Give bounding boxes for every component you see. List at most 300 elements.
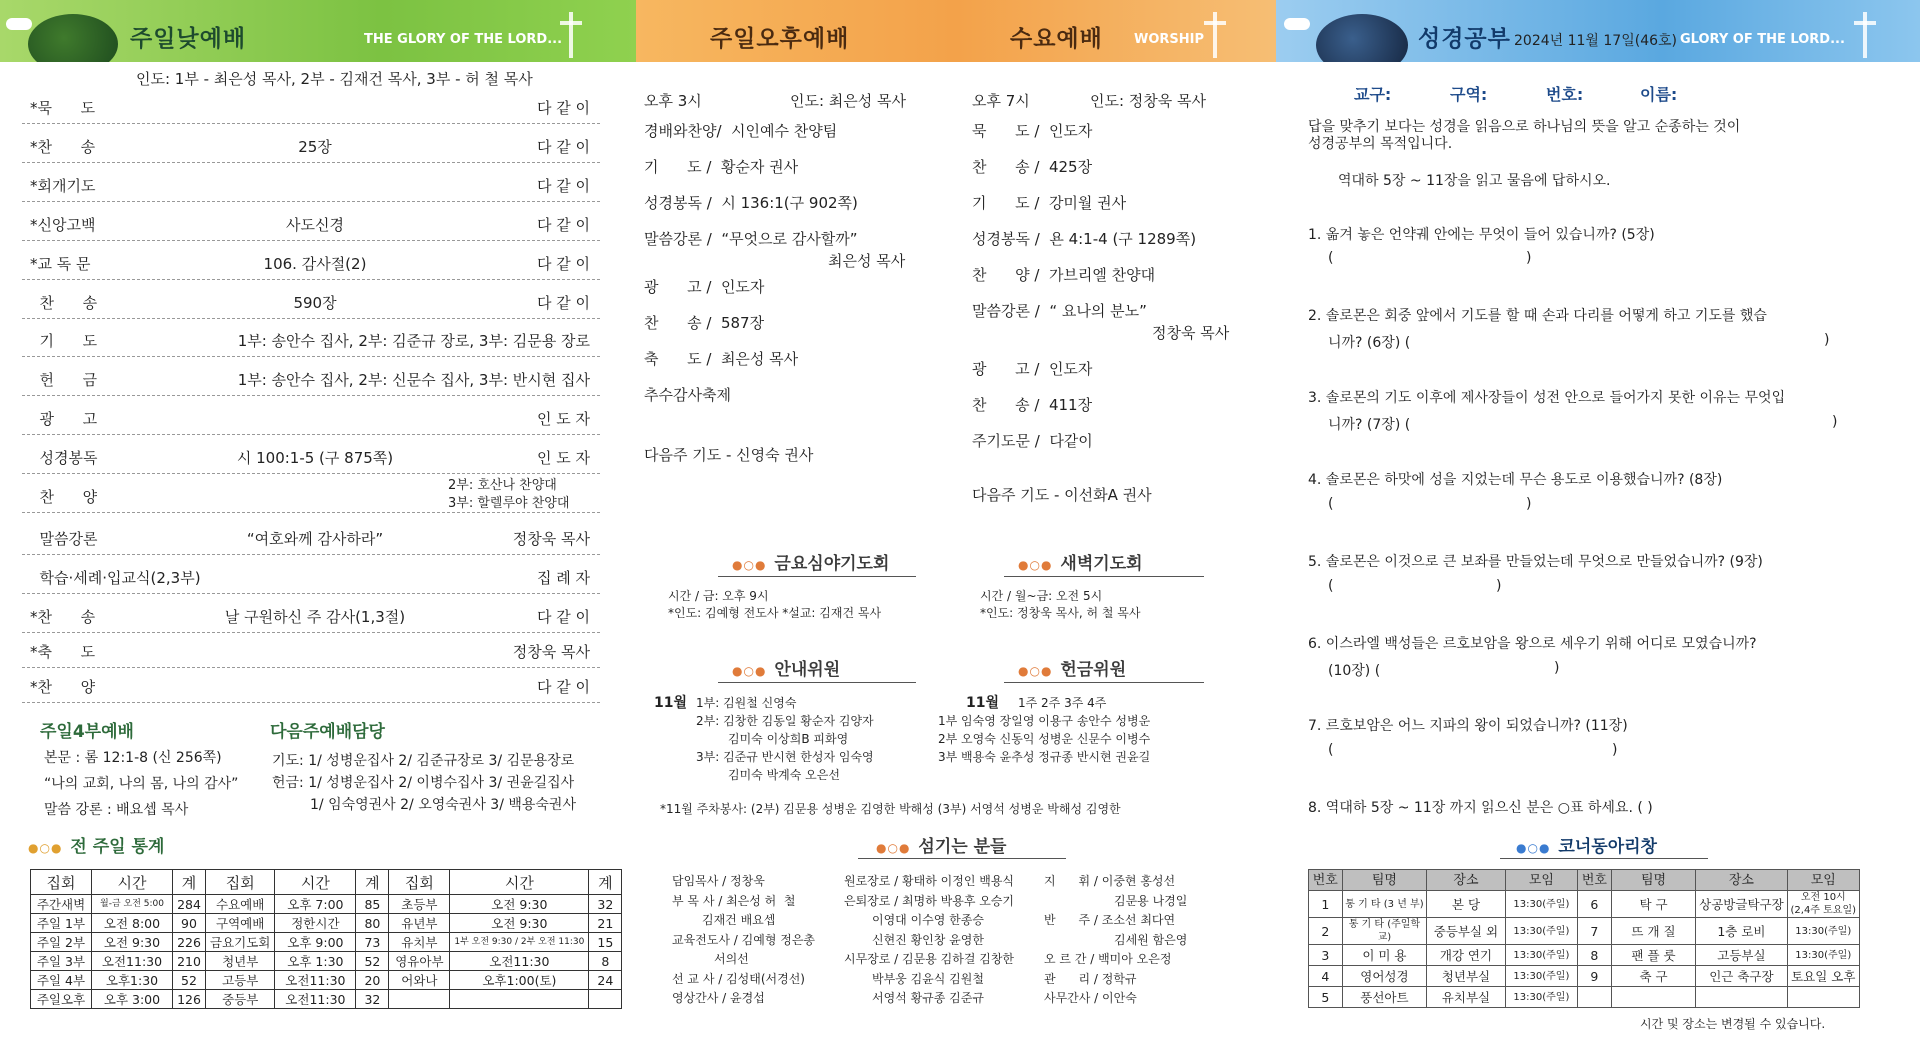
stats-cell: 오전 9:30: [450, 895, 589, 914]
stats-header-cell: 집회: [389, 870, 450, 895]
stats-cell: 오후1:30: [92, 971, 173, 990]
order-label: 학습·세례·입교식(2,3부): [30, 569, 201, 587]
stats-row: [31, 952, 622, 971]
club-cell: 상공방글탁구장: [1696, 891, 1787, 918]
answer-7-open: (: [1328, 742, 1334, 758]
wednesday-line: 성경봉독 / 욘 4:1-4 (구 1289쪽): [972, 230, 1197, 248]
stats-cell: 주일 2부: [31, 933, 92, 952]
stats-cell: 1부 오전 9:30 / 2부 오전 11:30: [450, 933, 589, 952]
order-content: 시 100:1-5 (구 875쪽): [236, 449, 394, 467]
order-assignee: 인 도 자: [536, 410, 590, 428]
club-header-cell: 장소: [1427, 870, 1505, 891]
dotted-divider: [22, 240, 600, 241]
order-label: *묵 도: [30, 99, 96, 117]
stats-cell: 73: [356, 933, 389, 952]
order-content: “여호와께 감사하라”: [246, 530, 384, 548]
next-week-offer-2: 1/ 임숙영권사 2/ 오영숙권사 3/ 백용숙권사: [310, 797, 576, 813]
dawn-title: 새벽기도회: [1060, 554, 1143, 574]
answer-5-open: (: [1328, 578, 1334, 594]
fourth-service-title: 주일4부예배: [40, 722, 134, 742]
stats-cell: 영유아부: [389, 952, 450, 971]
stats-cell: 청년부: [206, 952, 275, 971]
order-label: 찬 양: [30, 488, 98, 506]
cross-icon: [1204, 12, 1226, 58]
sunday-leaders: 인도: 1부 - 최은성 목사, 2부 - 김재건 목사, 3부 - 허 철 목사: [136, 70, 533, 88]
dots-icon: ●○●: [1516, 841, 1551, 855]
parking-service: *11월 주차봉사: (2부) 김문용 성병운 김영한 박해성 (3부) 서영석 성병운 박해성 김영한: [660, 802, 1121, 816]
ushers-underline: [718, 682, 916, 683]
club-cell: 토요일 오후: [1787, 966, 1859, 987]
club-cell: 8: [1578, 945, 1612, 966]
dotted-divider: [22, 201, 600, 202]
club-header-cell: 모임: [1787, 870, 1859, 891]
header-slogan: THE GLORY OF THE LORD...: [364, 32, 563, 47]
servant-entry: 원로장로 / 황태하 이정인 백용식: [844, 874, 1014, 888]
stats-header-row: [31, 870, 622, 895]
servant-entry: 신현진 황인창 윤영한: [872, 932, 984, 947]
servant-entry: 부 목 사 / 최은성 허 철: [672, 893, 796, 908]
club-cell: 풍선아트: [1342, 987, 1427, 1008]
club-cell: 통 기 타 (3 년 부): [1342, 891, 1427, 918]
afternoon-line: 찬 송 / 587장: [644, 314, 765, 332]
club-row: [1309, 945, 1860, 966]
ushers-5: 김미숙 박계숙 오은선: [728, 768, 840, 782]
order-label: 성경봉독: [30, 449, 98, 467]
ushers-1: 1부: 김원철 신영숙: [696, 696, 797, 710]
order-label: 말씀강론: [30, 530, 98, 548]
header-slogan-right: GLORY OF THE LORD...: [1680, 32, 1845, 47]
stats-cell: 금요기도회: [206, 933, 275, 952]
answer-7-close: ): [1612, 742, 1618, 758]
club-cell: 탁 구: [1611, 891, 1696, 918]
stats-row: [31, 990, 622, 1009]
stats-cell: 오전11:30: [275, 990, 356, 1009]
ushers-month: 11월: [654, 695, 688, 711]
club-cell: 13:30(주일): [1505, 918, 1577, 945]
order-assignee: 정창욱 목사: [512, 643, 590, 661]
stats-cell: 구역예배: [206, 914, 275, 933]
stats-cell: 21: [589, 914, 622, 933]
header-left: [0, 0, 636, 62]
stats-cell: 오전11:30: [450, 952, 589, 971]
afternoon-line: 성경봉독 / 시 136:1(구 902쪽): [644, 194, 858, 212]
stats-cell: 주일 3부: [31, 952, 92, 971]
fourth-service-speaker: 말씀 강론 : 배요셉 목사: [44, 802, 189, 818]
servants-title: 섬기는 분들: [918, 837, 1007, 857]
club-cell: 통 기 타 (주일학교): [1342, 918, 1427, 945]
wednesday-line: 찬 송 / 411장: [972, 396, 1093, 414]
order-assignee: 다 같 이: [536, 294, 590, 312]
club-cell: 13:30(주일): [1505, 891, 1577, 918]
friday-underline: [718, 576, 916, 577]
order-label: *회개기도: [30, 177, 96, 195]
dawn-time: 시간 / 월~금: 오전 5시: [980, 589, 1103, 603]
answer-6-close: ): [1554, 660, 1560, 676]
stats-cell: 32: [356, 990, 389, 1009]
order-label: 광 고: [30, 410, 98, 428]
wednesday-leader: 인도: 정창욱 목사: [1090, 92, 1207, 110]
stats-cell: 오후 3:00: [92, 990, 173, 1009]
study-date: 2024년 11월 17일(46호): [1514, 33, 1677, 49]
order-content: 590장: [293, 294, 337, 312]
dotted-divider: [22, 318, 600, 319]
stats-cell: 52: [173, 971, 206, 990]
stats-row: [31, 971, 622, 990]
club-cell: 6: [1578, 891, 1612, 918]
servant-entry: 오 르 간 / 백미아 오은정: [1044, 952, 1172, 966]
question-2: 2. 솔로몬은 회중 앞에서 기도를 할 때 손과 다리를 어떻게 하고 기도를 했습: [1308, 308, 1767, 324]
ushers-3: 김미숙 이상희B 피화영: [728, 732, 849, 746]
servant-entry: 사무간사 / 이안숙: [1044, 991, 1137, 1005]
club-cell: 1: [1309, 891, 1343, 918]
answer-2-close: ): [1824, 332, 1830, 348]
stats-cell: 20: [356, 971, 389, 990]
club-cell: [1696, 987, 1787, 1008]
leaf-icon: [28, 14, 118, 62]
stats-cell: 284: [173, 895, 206, 914]
sunday-title: 주일낮예배: [130, 26, 247, 52]
dotted-divider: [22, 279, 600, 280]
club-note: 시간 및 장소는 변경될 수 있습니다.: [1640, 1017, 1826, 1031]
stats-cell: 주일 1부: [31, 914, 92, 933]
question-5: 5. 솔로몬은 이것으로 큰 보좌를 만들었는데 무엇으로 만들었습니까? (9장): [1308, 554, 1763, 570]
answer-4-open: (: [1328, 496, 1334, 512]
offering-title-row: [1018, 655, 1126, 680]
order-label: 헌 금: [30, 371, 98, 389]
club-header-row: [1309, 870, 1860, 891]
stats-cell: 80: [356, 914, 389, 933]
stats-cell: 오전 8:00: [92, 914, 173, 933]
servant-entry: 지 휘 / 이중현 홍성선: [1044, 874, 1176, 888]
stats-cell: 오후1:00(토): [450, 971, 589, 990]
club-header-cell: 장소: [1696, 870, 1787, 891]
cross-icon: [560, 12, 582, 58]
servant-entry: 영상간사 / 윤경섭: [672, 991, 765, 1005]
stats-header-cell: 시간: [450, 870, 589, 895]
club-cell: 중등부실 외: [1427, 918, 1505, 945]
dawn-leaders: *인도: 정창욱 목사, 허 철 목사: [980, 606, 1141, 620]
order-assignee: 다 같 이: [536, 177, 590, 195]
stats-table: [30, 869, 622, 1009]
stats-cell: 수요예배: [206, 895, 275, 914]
fourth-service-theme: “나의 교회, 나의 몸, 나의 감사”: [44, 776, 239, 792]
club-cell: 팬 플 룻: [1611, 945, 1696, 966]
afternoon-title: 주일오후예배: [710, 26, 850, 52]
stats-header-cell: 계: [173, 870, 206, 895]
stats-cell: [389, 990, 450, 1009]
stats-cell: 주일오후: [31, 990, 92, 1009]
club-cell: 13:30(주일): [1787, 918, 1859, 945]
servant-entry: 박부웅 김윤식 김원철: [872, 971, 984, 986]
order-label: 찬 송: [30, 294, 98, 312]
ushers-title: 안내위원: [774, 660, 841, 680]
dawn-underline: [1004, 576, 1204, 577]
stats-cell: 오전 9:30: [92, 933, 173, 952]
dots-icon: ●○●: [28, 841, 63, 855]
club-cell: 5: [1309, 987, 1343, 1008]
order-label: *찬 양: [30, 678, 96, 696]
stats-cell: 126: [173, 990, 206, 1009]
study-intro-2: 성경공부의 목적입니다.: [1308, 136, 1453, 152]
offering-weeks: 1주 2주 3주 4주: [1018, 696, 1107, 710]
club-cell: 뜨 개 질: [1611, 918, 1696, 945]
afternoon-line: 최은성 목사: [828, 252, 906, 270]
club-cell: 청년부실: [1427, 966, 1505, 987]
question-7: 7. 르호보암은 어느 지파의 왕이 되었습니까? (11장): [1308, 718, 1628, 734]
wednesday-line: 찬 양 / 가브리엘 찬양대: [972, 266, 1156, 284]
club-cell: 7: [1578, 918, 1612, 945]
club-cell: 오전 10시 (2,4주 토요일): [1787, 891, 1859, 918]
dotted-divider: [22, 512, 600, 513]
dotted-divider: [22, 702, 600, 703]
stats-cell: 85: [356, 895, 389, 914]
study-intro-1: 답을 맞추기 보다는 성경을 읽음으로 하나님의 뜻을 알고 순종하는 것이: [1308, 119, 1741, 135]
header-middle: [636, 0, 1276, 62]
offering-title: 헌금위원: [1060, 660, 1127, 680]
wednesday-line: 말씀강론 / “ 요나의 분노”: [972, 302, 1147, 320]
stats-cell: 오전 9:30: [450, 914, 589, 933]
stats-cell: 중등부: [206, 990, 275, 1009]
order-assignee: 다 같 이: [536, 608, 590, 626]
club-table: [1308, 869, 1860, 1008]
afternoon-line: 광 고 / 인도자: [644, 278, 765, 296]
stats-cell: 유치부: [389, 933, 450, 952]
wednesday-line: 기 도 / 강미월 권사: [972, 194, 1127, 212]
dotted-divider: [22, 667, 600, 668]
servant-entry: 서영석 황규종 김준규: [872, 991, 984, 1005]
afternoon-line: 기 도 / 황순자 권사: [644, 158, 799, 176]
order-label: *교 독 문: [30, 255, 91, 273]
stats-cell: 고등부: [206, 971, 275, 990]
stats-header-cell: 집회: [31, 870, 92, 895]
stats-cell: 정한시간: [275, 914, 356, 933]
offering-1: 1부 임숙영 장일영 이용구 송안수 성병운: [938, 714, 1151, 728]
club-header-cell: 팀명: [1611, 870, 1696, 891]
stats-title-row: [28, 832, 164, 857]
club-cell: 13:30(주일): [1505, 945, 1577, 966]
stats-cell: 226: [173, 933, 206, 952]
club-row: [1309, 891, 1860, 918]
club-header-cell: 팀명: [1342, 870, 1427, 891]
stats-cell: 주간새벽: [31, 895, 92, 914]
afternoon-line: 축 도 / 최은성 목사: [644, 350, 799, 368]
club-cell: 영어성경: [1342, 966, 1427, 987]
club-cell: 2: [1309, 918, 1343, 945]
servant-entry: 선 교 사 / 김성태(서경선): [672, 971, 805, 986]
next-week-title: 다음주예배담당: [270, 722, 385, 742]
club-cell: 유치부실: [1427, 987, 1505, 1008]
stats-cell: 오전11:30: [275, 971, 356, 990]
order-assignee: 1부: 송안수 집사, 2부: 신문수 집사, 3부: 반시현 집사: [237, 371, 590, 389]
question-3-cont: 니까? (7장) (: [1328, 417, 1411, 433]
stats-cell: 오후 1:30: [275, 952, 356, 971]
club-header-cell: 번호: [1578, 870, 1612, 891]
cloud-icon: [1284, 18, 1310, 30]
club-cell: 개강 연기: [1427, 945, 1505, 966]
friday-time: 시간 / 금: 오후 9시: [668, 589, 769, 603]
offering-underline: [1004, 682, 1204, 683]
globe-icon: [1316, 14, 1408, 62]
friday-title-row: [732, 549, 889, 574]
wednesday-time: 오후 7시: [972, 92, 1030, 110]
answer-5-close: ): [1496, 578, 1502, 594]
club-cell: 13:30(주일): [1505, 987, 1577, 1008]
dots-icon: ●○●: [876, 841, 911, 855]
answer-4-close: ): [1526, 496, 1532, 512]
club-row: [1309, 987, 1860, 1008]
servants-underline: [858, 858, 1066, 859]
order-assignee: 다 같 이: [536, 138, 590, 156]
club-cell: 13:30(주일): [1505, 966, 1577, 987]
dotted-divider: [22, 123, 600, 124]
stats-cell: 오후 9:00: [275, 933, 356, 952]
praise-choir-2: 2부: 호산나 찬양대: [448, 478, 557, 493]
answer-3-close: ): [1832, 414, 1838, 430]
club-cell: 인근 축구장: [1696, 966, 1787, 987]
wednesday-line: 광 고 / 인도자: [972, 360, 1093, 378]
ushers-4: 3부: 김준규 반시현 한성자 임숙영: [696, 750, 874, 764]
cloud-icon: [6, 18, 32, 30]
servant-entry: 담임목사 / 정창욱: [672, 874, 765, 888]
study-instruction: 역대하 5장 ~ 11장을 읽고 물음에 답하시오.: [1338, 173, 1611, 189]
study-field-label: 이름:: [1640, 85, 1678, 104]
order-content: 106. 감사절(2): [263, 255, 367, 273]
club-row: [1309, 918, 1860, 945]
header-right: [1276, 0, 1920, 62]
stats-row: [31, 914, 622, 933]
stats-cell: 90: [173, 914, 206, 933]
dawn-title-row: [1018, 549, 1143, 574]
club-cell: 본 당: [1427, 891, 1505, 918]
order-label: *축 도: [30, 643, 96, 661]
dotted-divider: [22, 434, 600, 435]
fourth-service-text: 본문 : 롬 12:1-8 (신 256쪽): [44, 750, 222, 766]
stats-header-cell: 집회: [206, 870, 275, 895]
study-field-label: 구역:: [1450, 85, 1488, 104]
stats-cell: 24: [589, 971, 622, 990]
order-content: 날 구원하신 주 감사(1,3절): [224, 608, 406, 626]
order-label: *찬 송: [30, 608, 96, 626]
stats-cell: 32: [589, 895, 622, 914]
friday-title: 금요심야기도회: [774, 554, 890, 574]
friday-leaders: *인도: 김예형 전도사 *설교: 김재건 목사: [668, 606, 882, 620]
offering-2: 2부 오영숙 신동익 성병운 신문수 이병수: [938, 732, 1151, 746]
stats-row: [31, 895, 622, 914]
stats-cell: 오후 7:00: [275, 895, 356, 914]
club-header-cell: 번호: [1309, 870, 1343, 891]
club-cell: 고등부실: [1696, 945, 1787, 966]
order-assignee: 다 같 이: [536, 255, 590, 273]
wednesday-line: 묵 도 / 인도자: [972, 122, 1093, 140]
afternoon-next-pray: 다음주 기도 - 신영숙 권사: [644, 446, 814, 464]
stats-cell: 8: [589, 952, 622, 971]
question-6-cont: (10장) (: [1328, 663, 1381, 679]
wednesday-title: 수요예배: [1010, 26, 1103, 52]
wednesday-line: 주기도문 / 다같이: [972, 432, 1093, 450]
wednesday-next-pray: 다음주 기도 - 이선화A 권사: [972, 486, 1152, 504]
dotted-divider: [22, 632, 600, 633]
wednesday-line: 찬 송 / 425장: [972, 158, 1093, 176]
next-week-pray: 기도: 1/ 성병운집사 2/ 김준규장로 3/ 김문용장로: [272, 753, 575, 769]
wednesday-line: 정창욱 목사: [1152, 324, 1230, 342]
servant-entry: 이영대 이수영 한종승: [872, 913, 984, 927]
servant-entry: 김재건 배요셉: [702, 913, 776, 927]
stats-cell: 주일 4부: [31, 971, 92, 990]
question-4: 4. 솔로몬은 하맛에 성을 지었는데 무슨 용도로 이용했습니까? (8장): [1308, 472, 1723, 488]
servants-title-row: [876, 832, 1006, 857]
dots-icon: ●○●: [732, 558, 767, 572]
stats-cell: 초등부: [389, 895, 450, 914]
study-title: 성경공부: [1418, 26, 1511, 52]
club-underline: [1500, 858, 1708, 859]
servant-entry: 김문용 나경일: [1114, 893, 1188, 908]
stats-header-cell: 시간: [275, 870, 356, 895]
order-assignee: 집 례 자: [536, 569, 590, 587]
offering-month: 11월: [966, 695, 1000, 711]
servant-entry: 관 리 / 정학규: [1044, 971, 1137, 986]
club-cell: 9: [1578, 966, 1612, 987]
order-assignee: 정창욱 목사: [512, 530, 590, 548]
club-header-cell: 모임: [1505, 870, 1577, 891]
answer-1-open: (: [1328, 250, 1334, 266]
cross-icon: [1854, 12, 1876, 58]
stats-row: [31, 933, 622, 952]
servant-entry: 서의선: [714, 952, 749, 966]
club-cell: 3: [1309, 945, 1343, 966]
dotted-divider: [22, 554, 600, 555]
servant-entry: 시무장로 / 김문용 김하걸 김창한: [844, 952, 1014, 966]
answer-1-close: ): [1526, 250, 1532, 266]
study-field-label: 교구:: [1354, 85, 1392, 104]
order-assignee: 다 같 이: [536, 99, 590, 117]
club-title-row: [1516, 832, 1657, 857]
stats-cell: [589, 990, 622, 1009]
order-assignee: 다 같 이: [536, 216, 590, 234]
order-assignee: 인 도 자: [536, 449, 590, 467]
stats-cell: 유년부: [389, 914, 450, 933]
club-cell: [1787, 987, 1859, 1008]
stats-cell: 15: [589, 933, 622, 952]
club-cell: 4: [1309, 966, 1343, 987]
next-week-offer: 헌금: 1/ 성병운집사 2/ 이병수집사 3/ 권윤길집사: [272, 775, 575, 791]
ushers-title-row: [732, 655, 840, 680]
afternoon-line: 추수감사축제: [644, 386, 731, 404]
servant-entry: 김세원 함은영: [1114, 932, 1188, 947]
club-cell: [1578, 987, 1612, 1008]
stats-cell: 210: [173, 952, 206, 971]
dots-icon: ●○●: [1018, 558, 1053, 572]
study-field-label: 번호:: [1546, 85, 1584, 104]
stats-title: 전 주일 통계: [70, 837, 165, 857]
ushers-2: 2부: 김창한 김동일 황순자 김양자: [696, 714, 874, 728]
stats-cell: 월-금 오전 5:00: [92, 895, 173, 914]
order-content: 25장: [298, 138, 332, 156]
dots-icon: ●○●: [1018, 664, 1053, 678]
servant-entry: 반 주 / 조소선 최다연: [1044, 913, 1176, 927]
order-assignee: 다 같 이: [536, 678, 590, 696]
question-3: 3. 솔로몬의 기도 이후에 제사장들이 성전 안으로 들어가지 못한 이유는 무엇입: [1308, 390, 1786, 406]
stats-cell: 오전11:30: [92, 952, 173, 971]
afternoon-line: 경배와찬양/ 시인예수 찬양팀: [644, 122, 838, 140]
stats-header-cell: 시간: [92, 870, 173, 895]
praise-choir-3: 3부: 할렐루야 찬양대: [448, 496, 570, 511]
club-row: [1309, 966, 1860, 987]
question-6: 6. 이스라엘 백성들은 르호보암을 왕으로 세우기 위해 어디로 모였습니까?: [1308, 636, 1757, 652]
stats-cell: [450, 990, 589, 1009]
question-2-cont: 니까? (6장) (: [1328, 335, 1411, 351]
order-label: *찬 송: [30, 138, 96, 156]
stats-cell: 52: [356, 952, 389, 971]
